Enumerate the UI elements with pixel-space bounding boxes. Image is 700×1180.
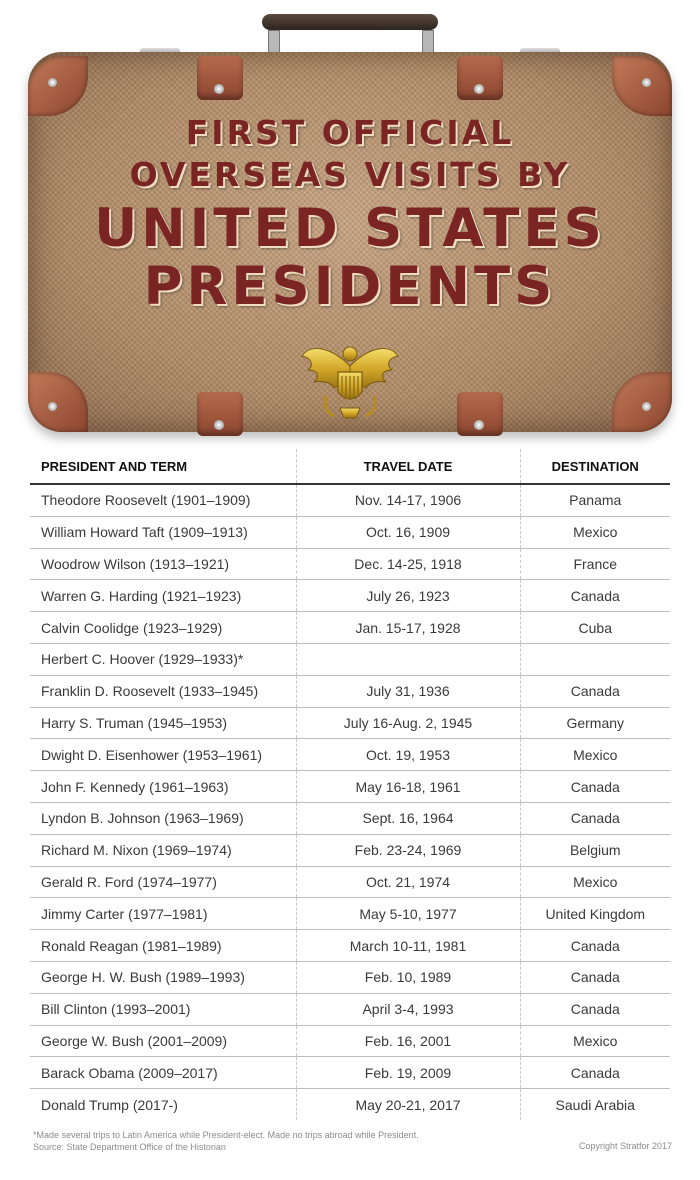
cell-destination: Canada — [520, 961, 670, 993]
cell-travel-date: May 16-18, 1961 — [296, 771, 520, 803]
page-title — [28, 112, 672, 316]
table-header-row — [30, 449, 670, 484]
table-body — [30, 484, 670, 1120]
suitcase-handle — [262, 14, 438, 30]
title-line-1: FIRST OFFICIAL — [185, 113, 515, 152]
header-destination: DESTINATION — [520, 449, 670, 484]
cell-travel-date: Feb. 23-24, 1969 — [296, 834, 520, 866]
cell-travel-date: May 5-10, 1977 — [296, 898, 520, 930]
table-row — [30, 1025, 670, 1057]
cell-destination — [520, 643, 670, 675]
cell-destination: Mexico — [520, 739, 670, 771]
cell-travel-date: Dec. 14-25, 1918 — [296, 548, 520, 580]
table-row — [30, 707, 670, 739]
strap-bottom-left — [197, 392, 243, 436]
title-line-3: UNITED STATES — [94, 198, 606, 259]
cell-destination: Panama — [520, 484, 670, 516]
table-row — [30, 516, 670, 548]
cell-travel-date: Feb. 16, 2001 — [296, 1025, 520, 1057]
cell-president-term: Herbert C. Hoover (1929–1933)* — [30, 643, 296, 675]
footnote — [33, 1129, 419, 1153]
title-line-4: PRESIDENTS — [143, 256, 557, 317]
cell-destination: Saudi Arabia — [555, 1096, 635, 1113]
table-row — [30, 898, 670, 930]
cell-travel-date: Oct. 16, 1909 — [296, 516, 520, 548]
cell-travel-date: March 10-11, 1981 — [296, 930, 520, 962]
strap-top-left — [197, 56, 243, 100]
cell-travel-date: April 3-4, 1993 — [296, 993, 520, 1025]
cell-travel-date: Sept. 16, 1964 — [296, 802, 520, 834]
cell-destination: Mexico — [520, 516, 670, 548]
cell-travel-date: Feb. 10, 1989 — [296, 961, 520, 993]
cell-destination: United Kingdom — [520, 898, 670, 930]
cell-president-term: Barack Obama (2009–2017) — [30, 1057, 296, 1089]
table-row — [30, 612, 670, 644]
cell-destination: Belgium — [520, 834, 670, 866]
table-row — [30, 675, 670, 707]
cell-travel-date: Nov. 14-17, 1906 — [296, 484, 520, 516]
suitcase-illustration — [0, 0, 700, 445]
header-travel-date: TRAVEL DATE — [296, 449, 520, 484]
presidents-table — [30, 449, 670, 1120]
footnote-note: *Made several trips to Latin America while President-elect. Made no trips abroad while President. — [33, 1130, 419, 1140]
table-row — [30, 771, 670, 803]
cell-destination: Canada — [520, 771, 670, 803]
cell-travel-date: July 26, 1923 — [296, 580, 520, 612]
cell-destination: Canada — [520, 675, 670, 707]
title-line-2: OVERSEAS VISITS BY — [129, 155, 571, 194]
cell-travel-date — [296, 643, 520, 675]
cell-destination: Mexico — [520, 1025, 670, 1057]
table-row — [30, 1057, 670, 1089]
cell-destination: Germany — [520, 707, 670, 739]
footnote-source: Source: State Department Office of the Historian — [33, 1142, 226, 1152]
table-row — [30, 834, 670, 866]
cell-destination: Mexico — [520, 866, 670, 898]
table-row — [30, 643, 670, 675]
cell-president-term: George H. W. Bush (1989–1993) — [30, 961, 296, 993]
cell-destination: Canada — [520, 930, 670, 962]
table-row — [30, 993, 670, 1025]
cell-travel-date: Oct. 19, 1953 — [296, 739, 520, 771]
cell-travel-date: Oct. 21, 1974 — [296, 866, 520, 898]
cell-president-term: William Howard Taft (1909–1913) — [30, 516, 296, 548]
cell-president-term: George W. Bush (2001–2009) — [30, 1025, 296, 1057]
cell-president-term: Donald Trump (2017-) — [41, 1096, 178, 1113]
cell-travel-date: July 16-Aug. 2, 1945 — [296, 707, 520, 739]
table-row — [30, 961, 670, 993]
cell-president-term: Woodrow Wilson (1913–1921) — [30, 548, 296, 580]
cell-travel-date: May 20-21, 2017 — [296, 1089, 520, 1120]
header-president-term: PRESIDENT AND TERM — [30, 449, 296, 484]
cell-president-term: Dwight D. Eisenhower (1953–1961) — [30, 739, 296, 771]
strap-bottom-right — [457, 392, 503, 436]
cell-president-term: Bill Clinton (1993–2001) — [30, 993, 296, 1025]
cell-destination: Canada — [520, 993, 670, 1025]
table-row — [30, 866, 670, 898]
cell-travel-date: Feb. 19, 2009 — [296, 1057, 520, 1089]
cell-destination: Canada — [520, 580, 670, 612]
cell-destination: Canada — [520, 802, 670, 834]
cell-president-term: Franklin D. Roosevelt (1933–1945) — [30, 675, 296, 707]
table-row — [30, 802, 670, 834]
cell-travel-date: July 31, 1936 — [296, 675, 520, 707]
cell-travel-date: Jan. 15-17, 1928 — [296, 612, 520, 644]
copyright: Copyright Stratfor 2017 — [578, 1141, 672, 1151]
table-row — [30, 739, 670, 771]
cell-president-term: Richard M. Nixon (1969–1974) — [30, 834, 296, 866]
table-row — [30, 930, 670, 962]
cell-president-term: John F. Kennedy (1961–1963) — [30, 771, 296, 803]
table-row — [30, 580, 670, 612]
table-row — [30, 484, 670, 516]
presidential-eagle-seal-icon — [300, 336, 400, 422]
table-row — [30, 548, 670, 580]
cell-destination: Cuba — [520, 612, 670, 644]
cell-president-term: Jimmy Carter (1977–1981) — [30, 898, 296, 930]
cell-president-term: Calvin Coolidge (1923–1929) — [30, 612, 296, 644]
strap-top-right — [457, 56, 503, 100]
cell-president-term: Gerald R. Ford (1974–1977) — [30, 866, 296, 898]
cell-president-term: Warren G. Harding (1921–1923) — [30, 580, 296, 612]
cell-president-term: Ronald Reagan (1981–1989) — [30, 930, 296, 962]
cell-president-term: Harry S. Truman (1945–1953) — [30, 707, 296, 739]
cell-destination: Canada — [520, 1057, 670, 1089]
cell-president-term: Lyndon B. Johnson (1963–1969) — [30, 802, 296, 834]
table-row — [30, 1089, 670, 1120]
cell-president-term: Theodore Roosevelt (1901–1909) — [30, 484, 296, 516]
cell-destination: France — [520, 548, 670, 580]
